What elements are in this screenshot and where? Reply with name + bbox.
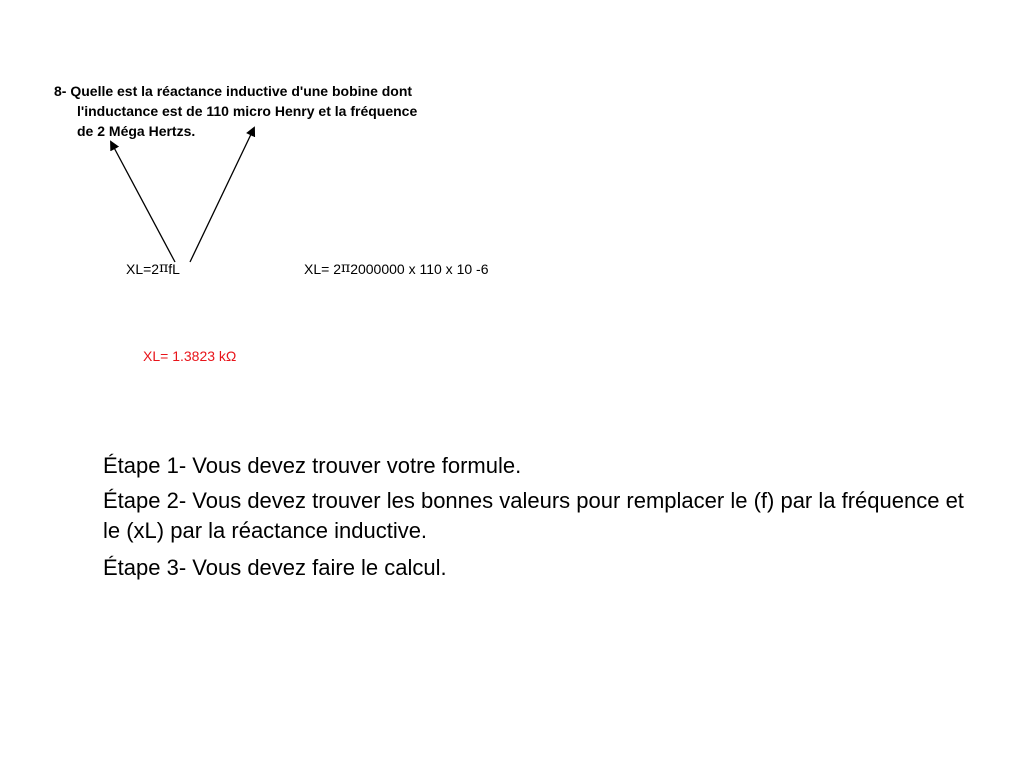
formula-general-prefix: XL=2 — [126, 261, 160, 277]
pi-symbol: π — [340, 260, 351, 276]
formula-substituted — [304, 260, 488, 279]
formula-substituted-prefix: XL= 2 — [304, 261, 341, 277]
question-line-1: 8- Quelle est la réactance inductive d'une bobine dont — [54, 83, 413, 99]
formula-substituted-suffix: 2000000 x 110 x 10 -6 — [350, 261, 489, 277]
question-line-2: l'inductance est de 110 micro Henry et la fréquence — [77, 103, 418, 119]
result-text: XL= 1.3823 kΩ — [143, 348, 237, 364]
pi-symbol: π — [159, 260, 169, 276]
arrow-to-frequency — [111, 142, 175, 262]
step-3: Étape 3- Vous devez faire le calcul. — [103, 555, 447, 580]
steps-list — [103, 451, 983, 583]
step-2: Étape 2- Vous devez trouver les bonnes valeurs pour remplacer le (f) par la fréquence et le (xL) par la réactance inductive. — [103, 488, 964, 543]
step-1: Étape 1- Vous devez trouver votre formule. — [103, 453, 522, 478]
arrow-to-inductance — [190, 128, 254, 262]
question-line-3: de 2 Méga Hertzs. — [77, 123, 196, 139]
formula-general — [126, 260, 180, 279]
formula-general-suffix: fL — [168, 261, 180, 277]
